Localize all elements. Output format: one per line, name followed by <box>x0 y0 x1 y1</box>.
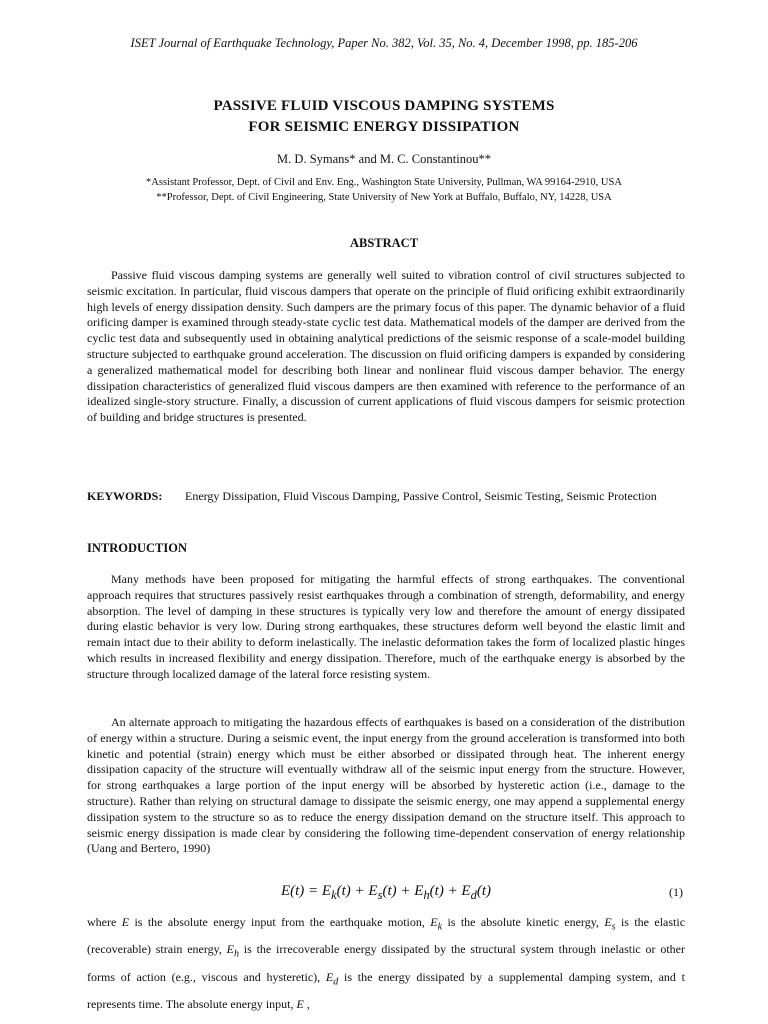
authors: M. D. Symans* and M. C. Constantinou** <box>277 152 491 166</box>
title-line-2: FOR SEISMIC ENERGY DISSIPATION <box>248 119 520 135</box>
abstract-heading: ABSTRACT <box>349 236 419 250</box>
keywords-text: Energy Dissipation, Fluid Viscous Damping, Passive Control, Seismic Testing, Seismic Protection <box>185 489 657 503</box>
keywords <box>87 489 687 505</box>
keywords-label: KEYWORDS: <box>87 489 163 503</box>
running-head: ISET Journal of Earthquake Technology, Paper No. 382, Vol. 35, No. 4, December 1998, pp. 185-206 <box>130 36 638 50</box>
equation-1 <box>87 883 685 905</box>
introduction-paragraph-2: An alternate approach to mitigating the hazardous effects of earthquakes is based on a consideration of the distribution of energy within a structure. During a seismic event, the input energy from the ground acceleration is transformed into both kinetic and potential (strain) energy which must be either absorbed or dissipated through heat. The inherent energy dissipation capacity of the structure will eventually withdraw all of the seismic input energy from the structure. However, for strong earthquakes a large portion of the input energy will be absorbed by hysteretic action (i.e., damage to the structure). Rather than relying on structural damage to dissipate the seismic energy, one may append a supplemental energy dissipation system to the structure so as to reduce the energy dissipation demand on the structure itself. This approach to seismic energy dissipation is made clear by considering the following time-dependent conservation of energy relationship (Uang and Bertero, 1990) <box>87 715 685 856</box>
introduction-heading: INTRODUCTION <box>87 541 188 555</box>
equation-number: (1) <box>669 885 683 899</box>
introduction-paragraph-1: Many methods have been proposed for mitigating the harmful effects of strong earthquakes. The conventional approach requires that structures passively resist earthquakes through a combination of strength, deformability, and energy absorption. The level of damping in these structures is typically very low and therefore the amount of energy dissipated during elastic behavior is very low. During strong earthquakes, these structures deform well beyond the elastic limit and remain intact due to their ability to deform inelastically. The inelastic deformation takes the form of localized plastic hinges which results in increased flexibility and energy dissipation. Therefore, much of the earthquake energy is absorbed by the structure through localized damage of the lateral force resisting system. <box>87 572 685 681</box>
equation-explanation: where E is the absolute energy input from the earthquake motion, $E_k$ is the absolute kinetic energy, $E_s$ is the elastic (recoverable) strain energy, $E_h$ is the irrecoverable energy dissipated by the structural system through inelastic or other forms of action (e.g., viscous and hysteretic), $E_d$ is the energy dissipated by a supplemental damping system, and t represents time. The absolute energy input, E , <box>87 915 686 1012</box>
abstract-text: Passive fluid viscous damping systems are generally well suited to vibration control of civil structures subjected to seismic excitation. In particular, fluid viscous dampers that operate on the principle of fluid orificing exhibit extraordinarily high levels of energy dissipation density. Such dampers are the primary focus of this paper. The dynamic behavior of a fluid orificing damper is examined through steady-state cyclic test data. Mathematical models of the damper are derived from the cyclic test data and subsequently used in obtaining analytical predictions of the seismic response of a scale-model building structure subjected to earthquake ground acceleration. The discussion on fluid orificing dampers is expanded by considering a generalized mathematical model for describing both linear and nonlinear fluid viscous damper behavior. The energy dissipation characteristics of generalized fluid viscous dampers are then examined with reference to the performance of an idealized single-story structure. Finally, a discussion of current applications of fluid viscous dampers for seismic protection of building and bridge structures is presented. <box>87 268 685 425</box>
title-line-1: PASSIVE FLUID VISCOUS DAMPING SYSTEMS <box>213 98 555 114</box>
affiliation-1: *Assistant Professor, Dept. of Civil and Env. Eng., Washington State University, Pullman, WA 99164-2910, USA <box>146 177 622 188</box>
equation-body: $E(t) = E_k(t) + E_s(t) + E_h(t) + E_d(t)$ <box>280 883 492 902</box>
affiliation-2: **Professor, Dept. of Civil Engineering, State University of New York at Buffalo, Buffalo, NY, 14228, USA <box>156 192 612 203</box>
paper-title <box>0 96 768 138</box>
